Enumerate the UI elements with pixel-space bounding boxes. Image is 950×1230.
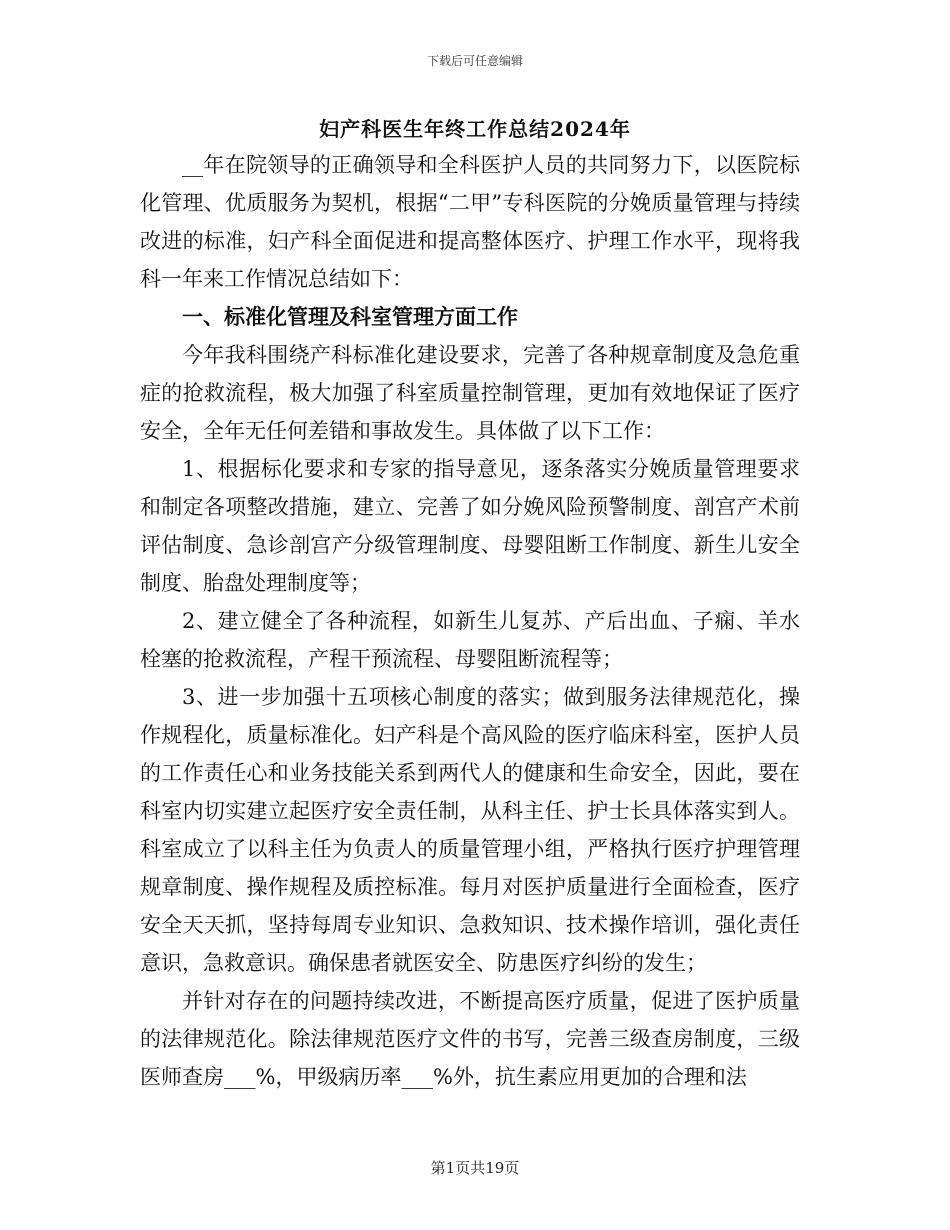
- section-heading-1: 一、标准化管理及科室管理方面工作: [182, 304, 518, 329]
- list-item-3: 3、进一步加强十五项核心制度的落实；做到服务法律规范化，操作规程化，质量标准化。妇产科是个高风险的医疗临床科室，医护人员的工作责任心和业务技能关系到两代人的健康和生命安全，因此，要在科室内切实建立起医疗安全责任制，从科主任、护士长具体落实到人。科室成立了以科主任为负责人的质量管理小组，严格执行医疗护理管理规章制度、操作规程及质控标准。每月对医护质量进行全面检查，医疗安全天天抓，坚持每周专业知识、急救知识、技术操作培训，强化责任意识，急救意识。确保患者就医安全、防患医疗纠纷的发生；: [140, 685, 800, 975]
- list-item-1: 1、根据标化要求和专家的指导意见，逐条落实分娩质量管理要求和制定各项整改措施，建立、完善了如分娩风险预警制度、剖宫产术前评估制度、急诊剖宫产分级管理制度、母婴阻断工作制度、新生儿安全制度、胎盘处理制度等；: [140, 457, 800, 595]
- list-item-2: 2、建立健全了各种流程，如新生儿复苏、产后出血、子痫、羊水栓塞的抢救流程，产程干预流程、母婴阻断流程等；: [140, 609, 800, 671]
- intro-paragraph: __年在院领导的正确领导和全科医护人员的共同努力下，以医院标化管理、优质服务为契机，根据“二甲”专科医院的分娩质量管理与持续改进的标准，妇产科全面促进和提高整体医疗、护理工作水平，现将我科一年来工作情况总结如下：: [140, 153, 800, 291]
- document-body: [140, 146, 800, 1096]
- page-header: 下载后可任意编辑: [426, 54, 523, 68]
- continuation-paragraph: 并针对存在的问题持续改进，不断提高医疗质量，促进了医护质量的法律规范化。除法律规范医疗文件的书写，完善三级查房制度，三级医师查房___%，甲级病历率___%外，抗生素应用更加的合理和法: [140, 989, 800, 1089]
- document-title: 妇产科医生年终工作总结2024年: [319, 117, 631, 141]
- section-1-paragraph: 今年我科围绕产科标准化建设要求，完善了各种规章制度及急危重症的抢救流程，极大加强了科室质量控制管理，更加有效地保证了医疗安全，全年无任何差错和事故发生。具体做了以下工作：: [140, 343, 800, 443]
- page-footer: 第1页共19页: [430, 1159, 520, 1177]
